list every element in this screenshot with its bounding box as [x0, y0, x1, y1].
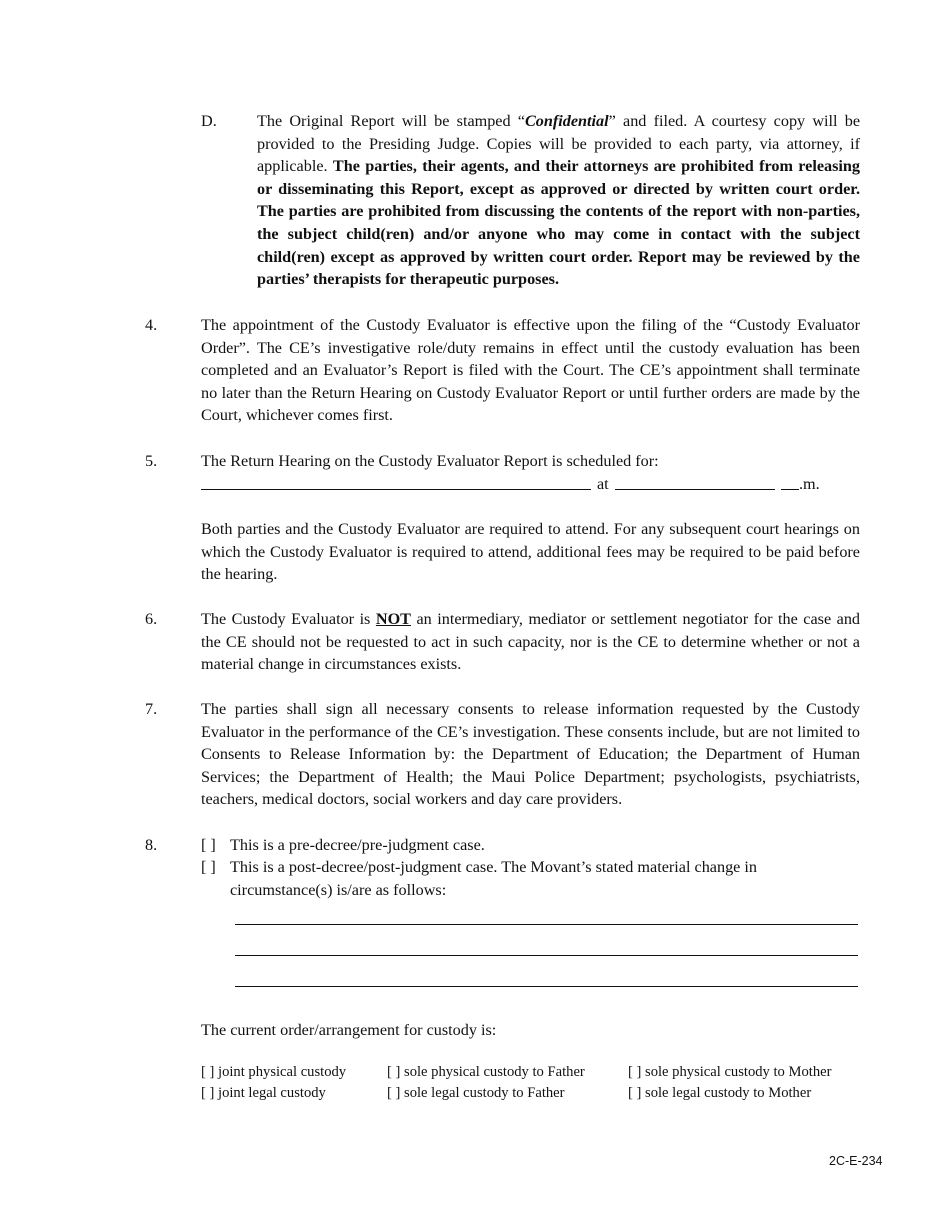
item-5-text: The Return Hearing on the Custody Evaluator Report is scheduled for: [201, 452, 659, 470]
confidential-word: Confidential [524, 112, 609, 130]
joint-physical-custody-option[interactable]: [ ] joint physical custody [201, 1064, 347, 1080]
sole-legal-father-option[interactable]: [ ] sole legal custody to Father [387, 1085, 565, 1101]
item-d-bold-text: The parties, their agents, and their attorneys are prohibited from releasing or disseminating this Report, except as approved or directed by written court order. The parties are prohibited from discussing the contents of the report with non-parties, the subject child(ren) and/or anyone who may come in contact with the subject child(ren) except as approved by written court order. Report may be reviewed by the parties’ therapists for therapeutic purposes. [257, 157, 860, 289]
item-5-label: 5. [145, 452, 158, 470]
change-line-3[interactable] [235, 986, 858, 987]
pre-decree-text: This is a pre-decree/pre-judgment case. [230, 836, 485, 854]
joint-legal-custody-option[interactable]: [ ] joint legal custody [201, 1085, 326, 1101]
item-6-text-2: an intermediary, mediator or settlement negotiator for the case and the CE should not be requested to act in such capacity, nor is the CE to determine whether or not a material change in circumstances exists. [201, 610, 861, 674]
sole-physical-father-option[interactable]: [ ] sole physical custody to Father [387, 1064, 585, 1080]
item-6-text-1: The Custody Evaluator is [201, 610, 376, 628]
not-emphasis: NOT [375, 610, 411, 628]
item-d-text-2: ” and filed. A courtesy copy will be provided to the Presiding Judge. Copies will be provided to each party, via attorney, if applicable. [257, 112, 860, 176]
item-7-label: 7. [145, 700, 158, 718]
change-line-2[interactable] [235, 955, 858, 956]
pre-decree-checkbox[interactable]: [ ] [201, 836, 216, 854]
post-decree-text-2: circumstance(s) is/are as follows: [230, 881, 447, 899]
hearing-time-field[interactable] [615, 489, 775, 490]
change-line-1[interactable] [235, 924, 858, 925]
post-decree-text-1: This is a post-decree/post-judgment case. The Movant’s stated material change in [230, 858, 757, 876]
item-4-text: The appointment of the Custody Evaluator is effective upon the filing of the “Custody Evaluator Order”. The CE’s investigative role/duty remains in effect until the custody evaluation has been completed and an Evaluator’s Report is filed with the Court. The CE’s appointment shall terminate no later than the Return Hearing on Custody Evaluator Report or until further orders are made by the Court, whichever comes first. [201, 316, 860, 425]
hearing-date-field[interactable] [201, 489, 591, 490]
form-code: 2C-E-234 [829, 1154, 883, 1168]
post-decree-checkbox[interactable]: [ ] [201, 858, 216, 876]
current-arrangement-text: The current order/arrangement for custody is: [201, 1021, 497, 1039]
item-6-label: 6. [145, 610, 158, 628]
item-d-text-1: The Original Report will be stamped “ [257, 112, 525, 130]
item-7-text: The parties shall sign all necessary consents to release information requested by the Custody Evaluator in the performance of the CE’s investigation. These consents include, but are not limited to Consents to Release Information by: the Department of Education; the Department of Human Services; the Department of Health; the Maui Police Department; psychologists, psychiatrists, teachers, medical doctors, social workers and day care providers. [201, 700, 860, 809]
am-pm-field[interactable] [781, 489, 799, 490]
item-d-text [257, 110, 860, 291]
m-suffix: .m. [799, 475, 820, 493]
item-6-text [201, 608, 860, 676]
item-5-paragraph: Both parties and the Custody Evaluator are required to attend. For any subsequent court hearings on which the Custody Evaluator is required to attend, additional fees may be required to be paid before the hearing. [201, 520, 860, 584]
at-text: at [597, 475, 609, 493]
item-d-label: D. [201, 112, 217, 130]
sole-physical-mother-option[interactable]: [ ] sole physical custody to Mother [628, 1064, 832, 1080]
item-4-label: 4. [145, 316, 158, 334]
item-8-label: 8. [145, 836, 158, 854]
sole-legal-mother-option[interactable]: [ ] sole legal custody to Mother [628, 1085, 812, 1101]
